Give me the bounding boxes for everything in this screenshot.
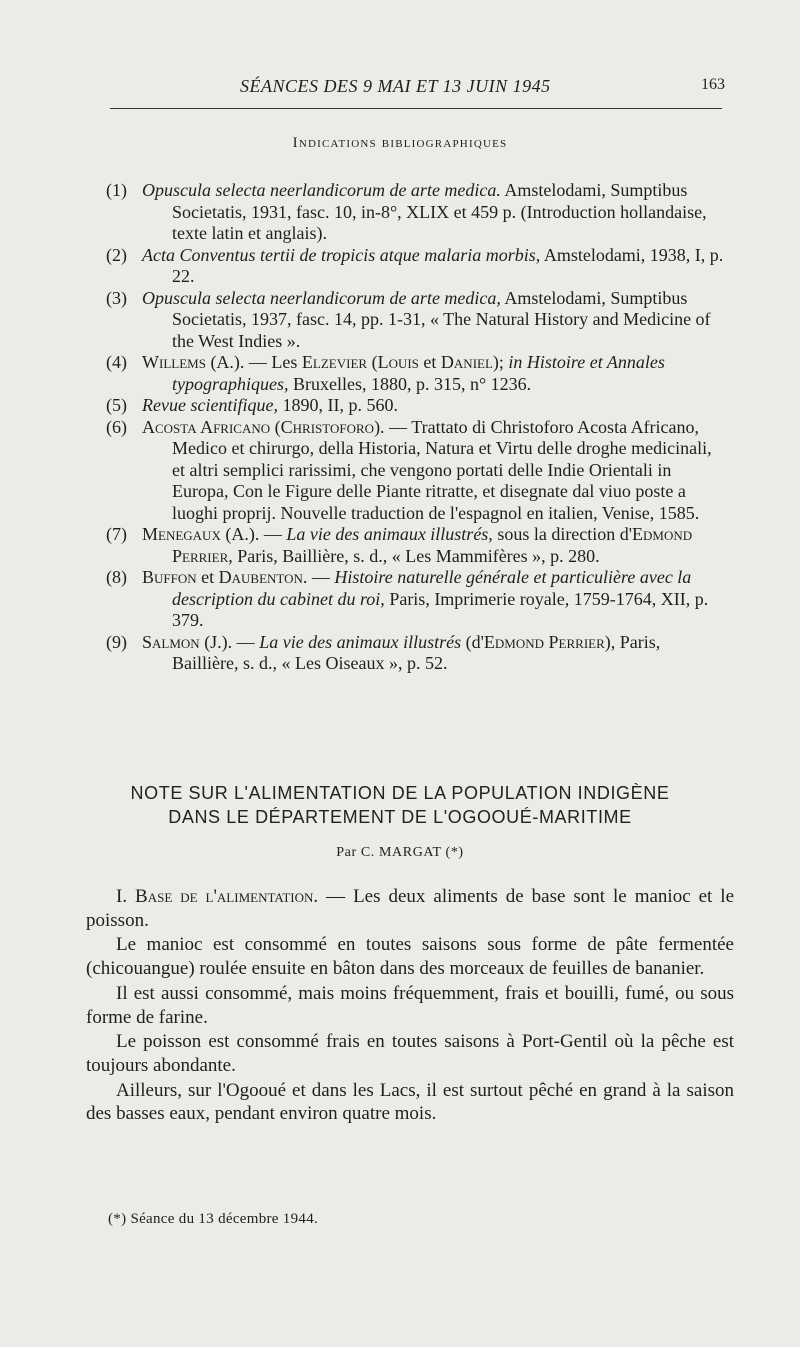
entry-segment: Opuscula selecta neerlandicorum de arte medica, bbox=[142, 287, 501, 308]
note-title bbox=[0, 781, 800, 829]
body-paragraph: Le poisson est consommé frais en toutes saisons à Port-Gentil où la pêche est toujours abondante. bbox=[86, 1031, 734, 1076]
entry-segment: Amstelodami, Sumptibus Societatis, 1931, fasc. 10, in-8°, XLIX et 459 p. (Introduction hollandaise, texte latin et anglais). bbox=[172, 180, 707, 243]
entry-segment: et bbox=[418, 352, 441, 372]
bibliography-entry bbox=[106, 567, 726, 632]
entry-segment: Amstelodami, 1938, I, p. 22. bbox=[172, 244, 724, 286]
entry-number: (5) bbox=[106, 395, 127, 415]
entry-segment: (A.). — bbox=[220, 524, 287, 544]
entry-text bbox=[142, 352, 726, 395]
bibliography-list bbox=[106, 180, 726, 675]
entry-text bbox=[142, 288, 726, 353]
entry-text bbox=[142, 395, 726, 417]
page-number: 163 bbox=[701, 76, 725, 93]
entry-text bbox=[142, 245, 726, 288]
section-paragraph bbox=[86, 885, 734, 932]
entry-segment: et bbox=[196, 567, 219, 587]
entry-segment: . — bbox=[302, 567, 335, 587]
bibliography-entry bbox=[106, 524, 726, 567]
entry-segment: Buffon bbox=[142, 567, 197, 587]
running-header bbox=[110, 76, 735, 100]
running-title: SÉANCES DES 9 MAI ET 13 JUIN 1945 bbox=[240, 76, 551, 96]
entry-segment: Edmond Perrier bbox=[483, 631, 605, 652]
bibliography-entry bbox=[106, 352, 726, 395]
bibliography-entry bbox=[106, 417, 726, 525]
entry-text bbox=[142, 180, 726, 245]
entry-number: (9) bbox=[106, 631, 127, 652]
entry-segment: Edmond Perrier bbox=[172, 524, 693, 566]
entry-number: (4) bbox=[106, 352, 127, 372]
entry-segment: La vie des animaux illustrés bbox=[259, 631, 462, 652]
body-paragraph: Il est aussi consommé, mais moins fréquemment, frais et bouilli, fumé, ou sous forme de farine. bbox=[86, 982, 734, 1028]
entry-segment: , Paris, Baillière, s. d., « Les Mammifères », p. 280. bbox=[228, 545, 600, 566]
footnote: (*) Séance du 13 décembre 1944. bbox=[108, 1211, 319, 1227]
bibliography-entry bbox=[106, 180, 726, 245]
entry-segment: ( bbox=[270, 416, 281, 437]
entry-segment: Christoforo bbox=[280, 416, 375, 437]
entry-number: (8) bbox=[106, 567, 127, 587]
author-byline: Par C. MARGAT (*) bbox=[336, 845, 464, 860]
body-paragraph: Ailleurs, sur l'Ogooué et dans les Lacs, il est surtout pêché en grand à la saison des basses eaux, pendant environ quatre mois. bbox=[86, 1079, 734, 1125]
bibliography-entry bbox=[106, 245, 726, 288]
entry-segment: Daniel bbox=[440, 352, 493, 372]
section-label: I. Base de l'alimentation. bbox=[116, 886, 319, 907]
entry-segment: (d' bbox=[461, 631, 484, 652]
entry-text bbox=[142, 524, 726, 567]
entry-segment: ); bbox=[492, 352, 509, 372]
bibliography-heading: Indications bibliographiques bbox=[292, 135, 508, 151]
entry-segment: Willems bbox=[142, 352, 206, 372]
entry-segment: Revue scientifique, bbox=[142, 395, 278, 415]
entry-segment: Menegaux bbox=[142, 524, 221, 544]
entry-segment: (J.). — bbox=[199, 631, 260, 652]
note-title-line-2: DANS LE DÉPARTEMENT DE L'OGOOUÉ-MARITIME bbox=[168, 807, 632, 827]
entry-segment: Acta Conventus tertii de tropicis atque malaria morbis, bbox=[142, 244, 541, 265]
entry-number: (6) bbox=[106, 416, 127, 437]
note-title-line-1: NOTE SUR L'ALIMENTATION DE LA POPULATION INDIGÈNE bbox=[130, 783, 670, 803]
entry-segment: in Histoire et Annales typographiques, bbox=[172, 352, 665, 394]
entry-segment: Opuscula selecta neerlandicorum de arte medica. bbox=[142, 180, 501, 200]
entry-text bbox=[142, 567, 726, 632]
entry-segment: Louis bbox=[377, 352, 419, 372]
entry-segment: Daubenton bbox=[218, 567, 303, 587]
entry-number: (7) bbox=[106, 524, 127, 544]
entry-text bbox=[142, 417, 726, 525]
entry-segment: ), Paris, Baillière, s. d., « Les Oiseaux », p. 52. bbox=[172, 631, 661, 673]
entry-number: (1) bbox=[106, 180, 127, 200]
entry-segment: Histoire naturelle générale et particulière avec la description du cabinet du roi, bbox=[172, 567, 692, 609]
entry-segment: ( bbox=[367, 352, 378, 372]
entry-number: (3) bbox=[106, 287, 127, 308]
bibliography-entry bbox=[106, 288, 726, 353]
bibliography-entry bbox=[106, 632, 726, 675]
entry-segment: (A.). — Les bbox=[205, 352, 302, 372]
note-body bbox=[86, 885, 734, 1127]
body-paragraph: Le manioc est consommé en toutes saisons sous forme de pâte fermentée (chicouangue) roulée ensuite en bâton dans des morceaux de feuilles de bananier. bbox=[86, 934, 734, 980]
entry-segment: Salmon bbox=[142, 631, 200, 652]
entry-segment: Acosta Africano bbox=[142, 416, 271, 437]
entry-segment: La vie des animaux illustrés, bbox=[286, 524, 493, 544]
entry-segment: Elzevier bbox=[301, 352, 368, 372]
entry-text bbox=[142, 632, 726, 675]
entry-segment: ). — Trattato di Christoforo Acosta Africano, Medico et chirurgo, della Historia, Natura et Virtu delle droghe medicinali, et altri semplici rarissimi, che vengono portati delle Indie Orientali in Europa, Con le Figure delle Piante ritratte, et disegnate dal viuo poste a luoghi proprij. Nouvelle traduction de l'espagnol en italien, Venise, 1585. bbox=[172, 416, 712, 523]
entry-number: (2) bbox=[106, 244, 127, 265]
entry-segment: sous la direction d' bbox=[492, 524, 633, 544]
bibliography-entry bbox=[106, 395, 726, 417]
header-rule bbox=[110, 108, 722, 109]
entry-segment: Amstelodami, Sumptibus Societatis, 1937, fasc. 14, pp. 1-31, « The Natural History and Medicine of the West Indies ». bbox=[172, 287, 711, 351]
entry-segment: Paris, Imprimerie royale, 1759-1764, XII, p. 379. bbox=[172, 588, 709, 630]
entry-segment: Bruxelles, 1880, p. 315, n° 1236. bbox=[288, 373, 532, 394]
entry-segment: 1890, II, p. 560. bbox=[277, 395, 398, 415]
section-text: — Les deux aliments de base sont le manioc et le poisson. bbox=[86, 886, 734, 931]
